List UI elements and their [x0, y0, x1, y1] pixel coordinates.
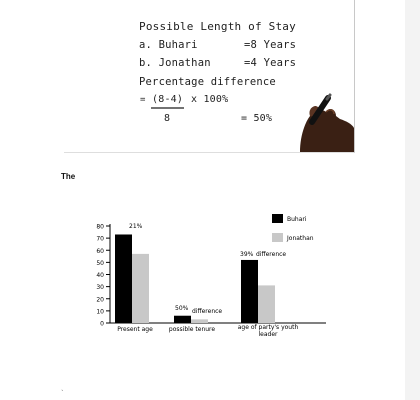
line-a-value: =8 Years — [244, 39, 297, 51]
y-tick-label: 30 — [96, 284, 104, 292]
hand-with-marker-icon — [300, 95, 354, 152]
bar-jonathan — [258, 285, 275, 323]
bar-buhari — [174, 316, 191, 323]
y-tick-label: 20 — [96, 296, 104, 304]
bar-buhari — [115, 234, 132, 323]
line-b-label: b. Jonathan — [139, 57, 211, 69]
formula-multiplier: x 100% — [191, 94, 229, 105]
formula-denominator: 8 — [164, 113, 171, 124]
x-tick-label: age of party's youth — [237, 324, 299, 331]
body-text-lead: The — [61, 172, 76, 181]
formula-prefix: = — [140, 95, 146, 105]
y-tick-label: 50 — [96, 259, 104, 267]
bar-chart — [88, 208, 338, 343]
percent-heading: Percentage difference — [139, 76, 276, 88]
bar-jonathan — [132, 254, 149, 323]
y-tick-label: 0 — [100, 320, 104, 328]
legend-swatch — [272, 233, 283, 242]
whiteboard-image — [64, 0, 355, 153]
whiteboard-illustration — [64, 0, 354, 152]
annotation-label: 50% — [175, 305, 189, 312]
line-a-label: a. Buhari — [139, 39, 198, 51]
formula-numerator: (8-4) — [152, 94, 184, 105]
y-tick-label: 60 — [96, 247, 104, 255]
legend-swatch — [272, 214, 283, 223]
annotation-label: difference — [192, 308, 223, 315]
annotation-label: difference — [256, 251, 287, 258]
x-tick-label: possible tenure — [168, 326, 216, 333]
y-tick-label: 80 — [96, 223, 104, 231]
whiteboard-title: Possible Length of Stay — [139, 20, 296, 33]
x-tick-label: leader — [258, 331, 278, 338]
y-tick-label: 40 — [96, 272, 104, 279]
y-tick-label: 70 — [96, 235, 104, 243]
bar-jonathan — [191, 319, 208, 323]
line-b-value: =4 Years — [244, 57, 297, 69]
legend-label: Jonathan — [287, 235, 314, 242]
annotation-label: 39% — [240, 251, 254, 258]
annotation-label: 21% — [129, 223, 143, 230]
formula-result: = 50% — [241, 113, 273, 124]
y-tick-label: 10 — [96, 308, 104, 316]
bar-buhari — [241, 260, 258, 323]
legend-label: Buhari — [287, 216, 307, 223]
stray-mark: ` — [61, 390, 64, 397]
x-tick-label: Present age — [117, 326, 153, 333]
